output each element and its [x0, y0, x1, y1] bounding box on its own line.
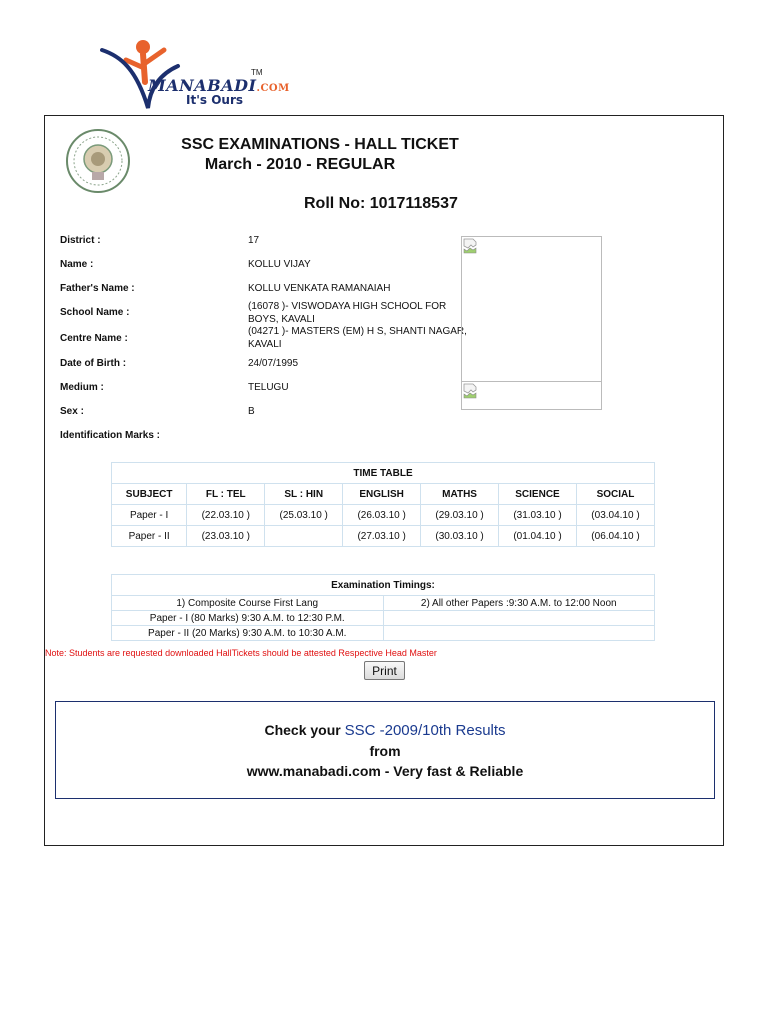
table-row: [112, 526, 655, 547]
table-cell: (27.03.10 ): [343, 526, 421, 547]
exam-session: March - 2010 - REGULAR: [204, 156, 396, 173]
table-cell: (26.03.10 ): [343, 505, 421, 526]
table-row: [112, 626, 655, 641]
timing-cell: Paper - II (20 Marks) 9:30 A.M. to 10:30 A.M.: [112, 626, 384, 641]
table-cell: (31.03.10 ): [499, 505, 577, 526]
timing-cell: [383, 611, 655, 626]
table-cell: [265, 526, 343, 547]
detail-label-identification: Identification Marks :: [60, 429, 161, 441]
time-table: [111, 462, 655, 547]
timing-cell: [383, 626, 655, 641]
detail-value-centre: (04271 )- MASTERS (EM) H S, SHANTI NAGAR, KAVALI: [248, 326, 467, 350]
promo-line-1: [56, 722, 714, 739]
detail-label-sex: Sex :: [60, 405, 84, 417]
column-header: SL : HIN: [265, 484, 343, 505]
promo-line-2: from: [369, 743, 401, 759]
roll-number: Roll No: 1017118537: [304, 195, 458, 212]
detail-row: [60, 252, 470, 276]
detail-label-centre: Centre Name :: [60, 332, 128, 344]
detail-label-name: Name :: [60, 258, 94, 270]
detail-row: [60, 399, 470, 423]
table-cell: Paper - II: [112, 526, 187, 547]
timing-cell: Paper - I (80 Marks) 9:30 A.M. to 12:30 P.M.: [112, 611, 384, 626]
broken-image-icon: [463, 383, 477, 399]
column-header: SCIENCE: [499, 484, 577, 505]
table-cell: (01.04.10 ): [499, 526, 577, 547]
detail-row: [60, 375, 470, 399]
table-cell: (29.03.10 ): [421, 505, 499, 526]
detail-label-school: School Name :: [60, 307, 130, 318]
results-promo-box: [55, 701, 715, 799]
candidate-details: [60, 228, 470, 447]
time-table-title-row: [112, 463, 655, 484]
table-cell: (25.03.10 ): [265, 505, 343, 526]
detail-value-medium: TELUGU: [248, 381, 289, 393]
promo-line-3: www.manabadi.com - Very fast & Reliable: [246, 763, 524, 779]
detail-row: [60, 228, 470, 252]
detail-label-district: District :: [60, 234, 101, 246]
detail-value-school: (16078 )- VISWODAYA HIGH SCHOOL FOR BOYS, KAVALI: [248, 300, 447, 325]
detail-row: [60, 325, 470, 351]
detail-row: [60, 351, 470, 375]
table-row: [112, 505, 655, 526]
exam-timings-table: [111, 574, 655, 641]
time-table-title: TIME TABLE: [112, 463, 655, 484]
detail-value-district: 17: [248, 234, 260, 246]
column-header: SUBJECT: [112, 484, 187, 505]
exam-timings-title-row: [112, 575, 655, 596]
candidate-signature: [461, 381, 602, 410]
table-row: [112, 596, 655, 611]
hall-ticket: [44, 115, 724, 846]
detail-value-sex: B: [248, 405, 255, 417]
table-cell: (30.03.10 ): [421, 526, 499, 547]
detail-label-dob: Date of Birth :: [60, 357, 127, 369]
hall-ticket-title: SSC EXAMINATIONS - HALL TICKET: [181, 136, 459, 153]
results-link[interactable]: SSC -2009/10th Results: [344, 722, 506, 739]
promo-prefix: Check your: [264, 722, 345, 738]
detail-row: [60, 423, 470, 447]
time-table-header-row: [112, 484, 655, 505]
detail-row: [60, 276, 470, 300]
column-header: ENGLISH: [343, 484, 421, 505]
attestation-note: Note: Students are requested downloaded HallTickets should be attested Respective Head Master: [45, 648, 437, 658]
brand-main: MANABADI: [148, 76, 257, 95]
table-cell: Paper - I: [112, 505, 187, 526]
brand-suffix: .COM: [256, 83, 290, 94]
brand-tagline: It's Ours: [186, 93, 243, 107]
column-header: MATHS: [421, 484, 499, 505]
detail-row: [60, 300, 470, 325]
table-cell: (03.04.10 ): [576, 505, 654, 526]
table-cell: (06.04.10 ): [576, 526, 654, 547]
detail-value-dob: 24/07/1995: [248, 357, 299, 369]
table-row: [112, 611, 655, 626]
timing-cell: 1) Composite Course First Lang: [112, 596, 384, 611]
timing-cell: 2) All other Papers :9:30 A.M. to 12:00 Noon: [383, 596, 655, 611]
exam-timings-title: Examination Timings:: [112, 575, 655, 596]
detail-value-name: KOLLU VIJAY: [248, 258, 311, 270]
manabadi-logo[interactable]: [100, 38, 290, 112]
detail-value-father-name: KOLLU VENKATA RAMANAIAH: [248, 282, 391, 294]
column-header: FL : TEL: [187, 484, 265, 505]
column-header: SOCIAL: [576, 484, 654, 505]
detail-label-father-name: Father's Name :: [60, 282, 135, 294]
print-button[interactable]: Print: [364, 661, 405, 680]
table-cell: (22.03.10 ): [187, 505, 265, 526]
table-cell: (23.03.10 ): [187, 526, 265, 547]
detail-label-medium: Medium :: [60, 381, 104, 393]
broken-image-icon: [463, 238, 477, 254]
trademark-mark: TM: [251, 68, 263, 77]
candidate-photo: [461, 236, 602, 410]
